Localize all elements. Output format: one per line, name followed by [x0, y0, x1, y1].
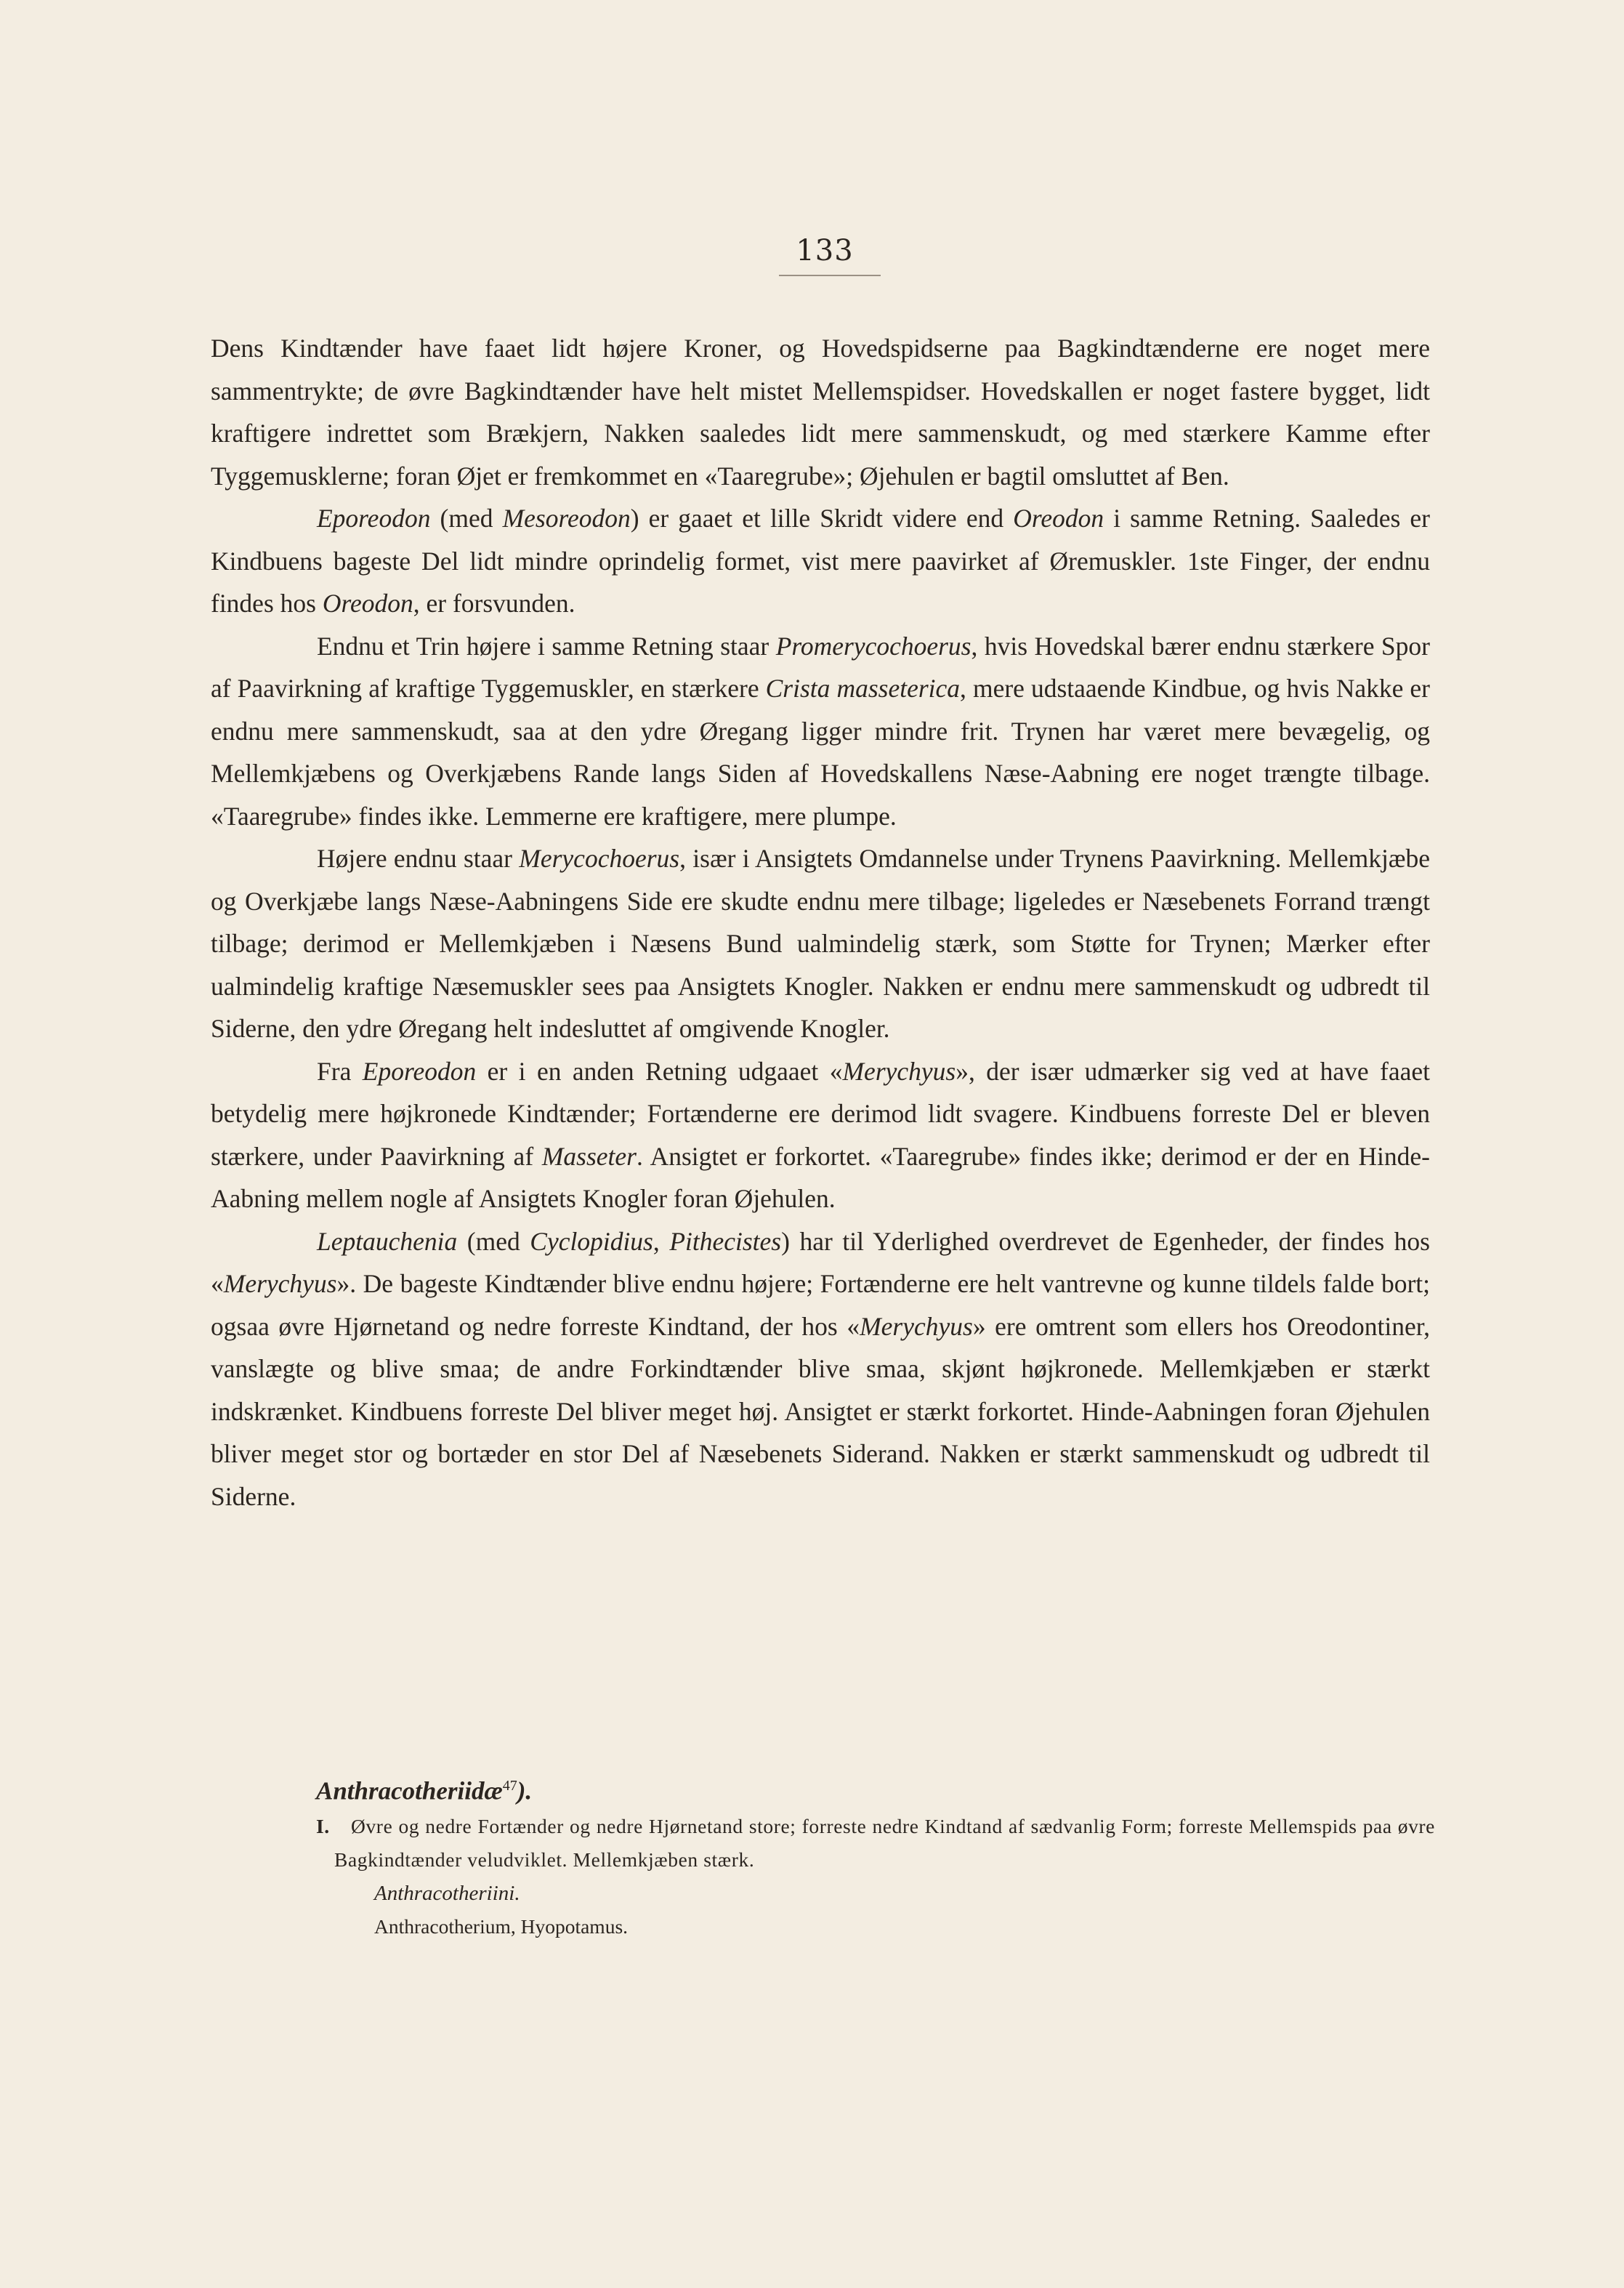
italic-term: Leptauchenia — [317, 1226, 458, 1256]
family-heading — [316, 1768, 1435, 1810]
text-run: (med — [457, 1226, 530, 1256]
body-text — [211, 327, 1430, 1518]
text-run: » ere omtrent som ellers hos Oreodontiner, vanslægte og blive smaa; de andre Forkindtænder blive smaa, skjønt højkronede. Mellemkjæben er stærkt indskrænket. Kindbuens forreste Del bliver meget høj. Ansigtet er stærkt forkortet. Hinde-Aabningen foran Øjehulen bliver meget stor og bortæder en stor Del af Næsebenets Siderand. Nakken er stærkt sammenskudt og udbredt til Siderne. — [211, 1311, 1430, 1511]
text-run: , mere udstaaende Kindbue, og hvis Nakke er endnu mere sammenskudt, saa at den ydre Øregang ligger mindre frit. Trynen har været mere bevægelig, og Mellemkjæbens og Overkjæbens Rande langs Siden af Hovedskallens Næse-Aabning ere noget trængte tilbage. «Taaregrube» findes ikke. Lemmerne ere kraftigere, mere plumpe. — [211, 674, 1430, 831]
italic-term: Mesoreodon — [502, 504, 631, 533]
paragraph — [211, 1220, 1430, 1518]
italic-term: Merychyus — [223, 1269, 337, 1298]
text-run: (med — [430, 504, 503, 533]
italic-term: Crista masseterica — [765, 674, 961, 703]
italic-term: Promerycochoerus — [775, 631, 971, 661]
italic-term: Merychyus — [842, 1056, 956, 1086]
footnote-reference: 47 — [502, 1778, 517, 1794]
text-run: ». De bageste Kindtænder blive endnu højere; Fortænderne ere helt vantrevne og kunne tildels falde bort; ogsaa øvre Hjørnetand og nedre forreste Kindtand, der hos « — [211, 1269, 1430, 1341]
paragraph — [211, 837, 1430, 1050]
family-section — [316, 1768, 1435, 1943]
family-heading-suffix: ). — [517, 1776, 533, 1805]
genera-list: Anthracotherium, Hyopotamus. — [374, 1914, 629, 1938]
page-number-rule — [779, 275, 881, 276]
group-number: I. — [316, 1814, 330, 1837]
paragraph — [211, 497, 1430, 625]
family-name: Anthracotheriidæ — [316, 1776, 503, 1805]
text-run: er i en anden Retning udgaaet « — [476, 1056, 843, 1086]
italic-term: Oreodon — [1013, 504, 1104, 533]
text-run: , — [653, 1226, 670, 1256]
text-run: Dens Kindtænder have faaet lidt højere Kroner, og Hovedspidserne paa Bagkindtænderne ere noget mere sammentrykte; de øvre Bagkindtænder have helt mistet Mellemspidser. Hovedskallen er noget fastere bygget, lidt kraftigere indrettet som Brækjern, Nakken saaledes lidt mere sammenskudt, og med stærkere Kamme efter Tyggemusklerne; foran Øjet er fremkommet en «Taaregrube»; Øjehulen er bagtil omsluttet af Ben. — [211, 334, 1430, 491]
paragraph — [211, 327, 1430, 497]
text-run: », der især udmærker sig ved at have faaet betydelig mere højkronede Kindtænder; Fortænderne ere derimod lidt svagere. Kindbuens forreste Del er bleven stærkere, under Paavirkning af — [211, 1056, 1430, 1171]
italic-term: Eporeodon — [362, 1056, 477, 1086]
text-run: i samme Retning. Saaledes er Kindbuens bageste Del lidt mindre oprindelig formet, vist mere paavirket af Øremuskler. 1ste Finger, der endnu findes hos — [211, 504, 1431, 618]
paragraph — [211, 1050, 1430, 1220]
paragraph — [211, 625, 1430, 838]
italic-term: Oreodon — [322, 589, 413, 618]
text-run: , især i Ansigtets Omdannelse under Trynens Paavirkning. Mellemkjæbe og Overkjæbe langs Næse-Aabningens Side ere skudte endnu mere tilbage; ligeledes er Næsebenets Forrand trængt tilbage; derimod er Mellemkjæben i Næsens Bund ualmindelig stærk, som Støtte for Trynen; Mærker efter ualmindelig kraftige Næsemuskler sees paa Ansigtets Knogler. Nakken er endnu mere sammenskudt og udbredt til Siderne, den ydre Øregang helt indesluttet af omgivende Knogler. — [211, 844, 1430, 1043]
text-run: , er forsvunden. — [413, 589, 575, 618]
text-run: Højere endnu staar — [317, 844, 520, 873]
page-number: 133 — [796, 234, 854, 267]
italic-term: Merycochoerus — [519, 844, 680, 873]
italic-term: Merychyus — [860, 1311, 973, 1341]
text-run: . Ansigtet er forkortet. «Taaregrube» findes ikke; derimod er der en Hinde-Aabning mellem nogle af Ansigtets Knogler foran Øjehulen. — [211, 1141, 1430, 1213]
italic-term: Cyclopidius — [530, 1226, 653, 1256]
text-run: ) har til Yderlighed overdrevet de Egenheder, der findes hos « — [211, 1226, 1430, 1298]
group-text: Øvre og nedre Fortænder og nedre Hjørnetand store; forreste nedre Kindtand af sædvanlig Form; forreste Mellemspids paa øvre Bagkindtænder veludviklet. Mellemkjæben stærk. — [334, 1814, 1435, 1871]
text-run: Fra — [317, 1056, 363, 1086]
text-run: , hvis Hovedskal bærer endnu stærkere Spor af Paavirkning af kraftige Tyggemuskler, en stærkere — [211, 631, 1431, 703]
text-run: ) er gaaet et lille Skridt videre end — [630, 504, 1014, 533]
subfamily-heading: Anthracotheriini. — [374, 1881, 520, 1905]
group-description — [316, 1810, 1435, 1877]
text-run: Endnu et Trin højere i samme Retning staar — [317, 631, 776, 661]
italic-term: Eporeodon — [317, 504, 431, 533]
italic-term: Masseter — [541, 1141, 637, 1171]
italic-term: Pithecistes — [669, 1226, 782, 1256]
